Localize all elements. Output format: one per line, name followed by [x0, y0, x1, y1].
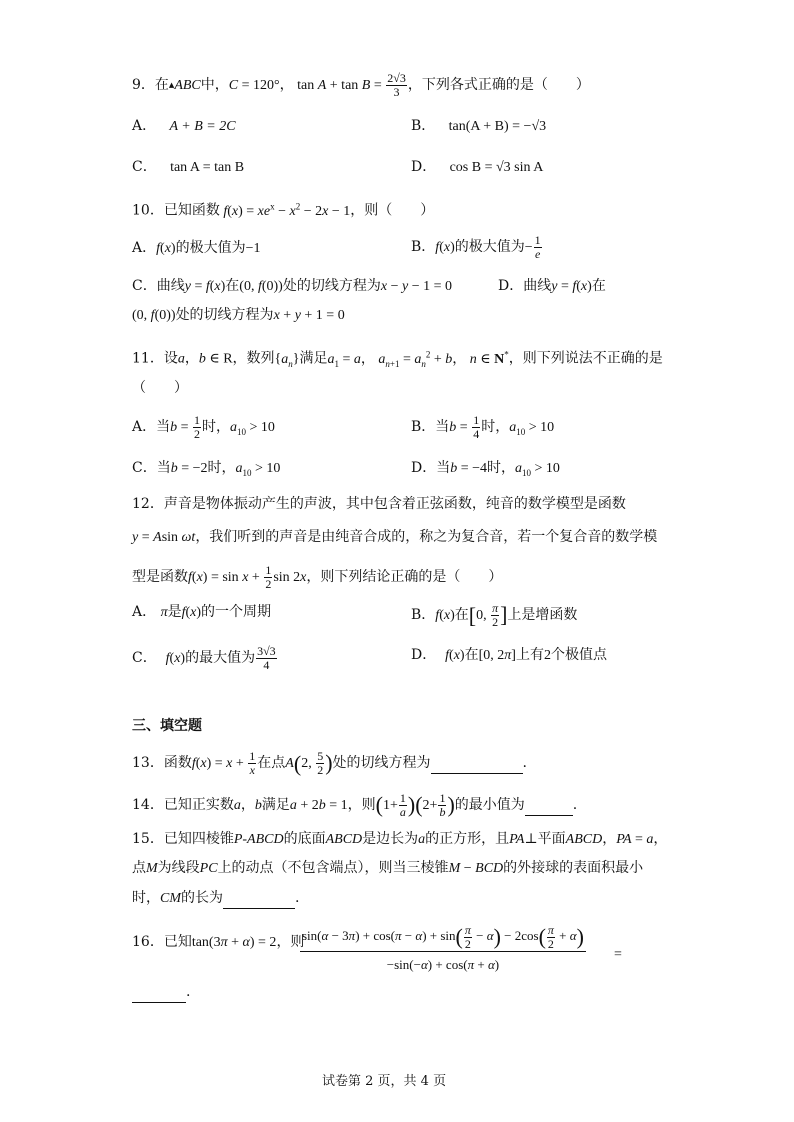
q10-option-c[interactable]: C．曲线y = f(x)在(0, f(0))处的切线方程为x − y − 1 = 0 [132, 278, 452, 294]
q12-option-a[interactable]: A． π是f(x)的一个周期 [132, 604, 272, 620]
q10-option-d-cont: (0, f(0))处的切线方程为x + y + 1 = 0 [132, 307, 345, 323]
q15-answer-blank[interactable] [223, 888, 295, 909]
q16-answer-blank[interactable] [132, 982, 186, 1003]
q16-answer: . [132, 982, 190, 1003]
q11-option-c[interactable]: C．当b = −2时，$a_{10} > 10$ [132, 460, 281, 478]
q10-option-b[interactable]: B．f(x)的极大值为− $\frac{1}{e}$ [411, 233, 541, 261]
q13: 13．函数f(x) = x + $\frac{1}{x}$ 在点A(2, $\frac{5}{2}$ )处的切线方程为 . [132, 749, 527, 777]
page-footer: 试卷第 2 页，共 4 页 [322, 1074, 447, 1089]
q16-numerator: sin(α − 3π) + cos(π − α) + sin( $\frac{\pi}{2}$ − α) − 2cos( $\frac{\pi}{2}$ + α) [302, 922, 584, 951]
q14-answer-blank[interactable] [525, 795, 573, 816]
q12-line2: y = Asin ωt，我们听到的声音是由纯音合成的，称之为复合音，若一个复合音的数学模 [132, 529, 658, 545]
q16-equals: = [614, 947, 622, 962]
q9-option-c[interactable]: C． tan A = tan B [132, 159, 245, 175]
q9-option-b[interactable]: B． tan(A + B) = −√3 [411, 118, 547, 134]
q11-option-b[interactable]: B．当b = $\frac{1}{4}$ 时，$a_{10} > 10$ [411, 413, 555, 441]
q9-stem: 9．在▲ABC中，C = 120°， tan A + tan B = $\frac{2√3}{3}$ ，下列各式正确的是（ ） [132, 71, 590, 99]
q10-option-a[interactable]: A．f(x)的极大值为−1 [132, 240, 261, 256]
q12-option-d[interactable]: D． f(x)在[0, 2π]上有2个极值点 [411, 647, 607, 663]
q16: 16．已知tan(3π + α) = 2，则 [132, 934, 305, 950]
section-title: 三、填空题 [132, 718, 202, 734]
q12-line1: 12．声音是物体振动产生的声波，其中包含着正弦函数，纯音的数学模型是函数 [132, 496, 626, 512]
q12-line3: 型是函数f(x) = sin x + $\frac{1}{2}$ sin 2x，则下列结论正确的是（ ） [132, 563, 503, 591]
q12-option-b[interactable]: B．f(x)在[0, $\frac{\pi}{2}$ ]上是增函数 [411, 601, 578, 629]
q11-option-a[interactable]: A．当b = $\frac{1}{2}$ 时，$a_{10} > 10$ [132, 413, 275, 441]
q9-option-a[interactable]: A． A + B = 2C [132, 118, 236, 134]
q14: 14．已知正实数a，b满足a + 2b = 1，则(1+ $\frac{1}{a}$ )(2+ $\frac{1}{b}$ )的最小值为 . [132, 791, 578, 819]
q16-fraction [300, 922, 586, 978]
q10-stem: 10．已知函数 $f(x) = xe^x - x^2 - 2x - 1$，则（ ） [132, 201, 435, 219]
q11-paren: （ ） [132, 380, 188, 396]
q9-option-d[interactable]: D． cos B = √3 sin A [411, 159, 544, 175]
q13-answer-blank[interactable] [431, 753, 523, 774]
q11-stem: 11．设a，b ∈ R，数列$\{a_n\}$满足$a_1 = a$， $a_{n+1} = a_n^2 + b$， n ∈ N*，则下列说法不正确的是 [132, 349, 663, 369]
q9-number: 9． [132, 77, 155, 94]
q12-option-c[interactable]: C． f(x)的最大值为 $\frac{3√3}{4}$ [132, 644, 276, 672]
q9-fraction: $\frac{2√3}{3}$ [387, 71, 406, 99]
q11-option-d[interactable]: D．当b = −4时，$a_{10} > 10$ [411, 460, 560, 478]
q15-line1: 15．已知四棱锥P-ABCD的底面ABCD是边长为a的正方形，且PA⊥平面ABCD，PA = a， [132, 831, 668, 847]
q10-option-d[interactable]: D．曲线y = f(x)在 [498, 278, 606, 294]
q15-line3: 时，CM的长为 . [132, 888, 299, 909]
q16-denominator: −sin(−α) + cos(π + α) [386, 957, 500, 973]
q15-line2: 点M为线段PC上的动点（不包含端点），则当三棱锥M − BCD的外接球的表面积最小 [132, 860, 644, 876]
